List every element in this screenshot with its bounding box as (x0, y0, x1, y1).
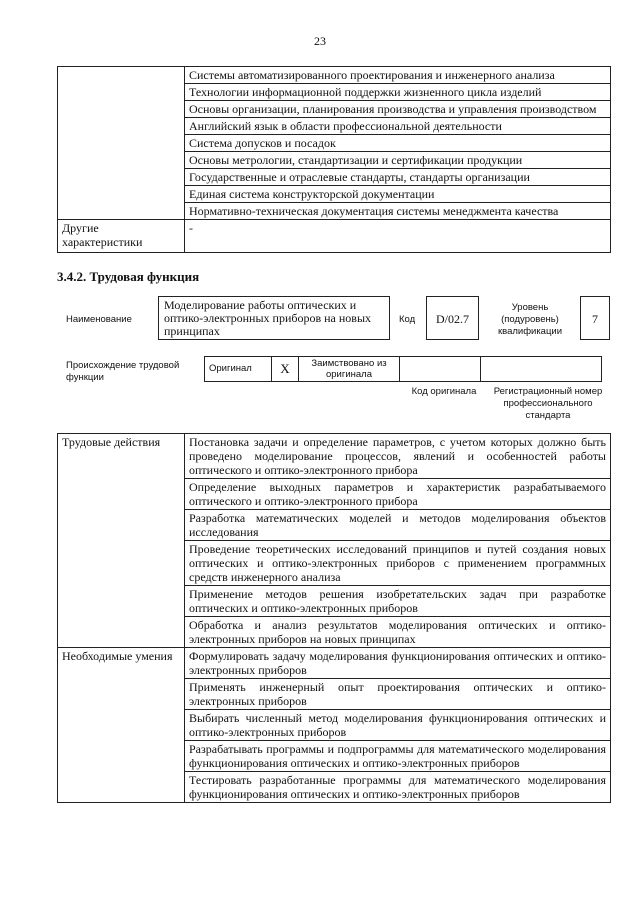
knowledge-label-cell (58, 67, 185, 220)
other-characteristics-value: - (185, 220, 611, 253)
origin-table (204, 356, 602, 382)
knowledge-item: Государственные и отраслевые стандарты, стандарты организации (185, 169, 611, 186)
code-origin-label: Код оригинала (411, 386, 477, 397)
required-skills-label: Необходимые умения (58, 648, 185, 803)
required-skill: Разрабатывать программы и подпрограммы для математического моделирования функционирования оптических и оптико-электронных приборов (185, 741, 611, 772)
other-characteristics-label: Другие характеристики (58, 220, 185, 253)
knowledge-item: Системы автоматизированного проектирования и инженерного анализа (185, 67, 611, 84)
origin-code-cell (400, 357, 481, 382)
labor-action: Определение выходных параметров и характеристик разрабатываемого оптического и оптико-электронного прибора (185, 479, 611, 510)
required-skill: Выбирать численный метод моделирования функционирования оптических и оптико-электронных приборов (185, 710, 611, 741)
labor-action: Проведение теоретических исследований принципов и путей создания новых оптических и оптико-электронных приборов с применением программных средств инженерного анализа (185, 541, 611, 586)
page-number: 23 (314, 34, 326, 48)
knowledge-item: Английский язык в области профессиональной деятельности (185, 118, 611, 135)
labor-actions-label: Трудовые действия (58, 434, 185, 648)
origin-label: Происхождение трудовой функции (66, 360, 180, 383)
code-label: Код (399, 314, 416, 325)
required-skill: Формулировать задачу моделирования функционирования оптических и оптико-электронных приборов (185, 648, 611, 679)
qualification-level-label: Уровень (подуровень) квалификации (497, 302, 563, 337)
function-name: Моделирование работы оптических и оптико-электронных приборов на новых принципах (158, 296, 390, 340)
labor-action: Обработка и анализ результатов моделирования оптических и оптико-электронных приборов на новых принципах (185, 617, 611, 648)
function-code: D/02.7 (426, 296, 479, 340)
borrowed-label: Заимствовано из оригинала (299, 357, 400, 382)
knowledge-table (57, 66, 611, 253)
labor-action: Применение методов решения изобретательских задач при разработке оптических и оптико-электронных приборов (185, 586, 611, 617)
original-label: Оригинал (205, 357, 272, 382)
function-table (57, 433, 611, 803)
name-label: Наименование (66, 314, 132, 325)
qualification-level: 7 (580, 296, 610, 340)
knowledge-item: Технологии информационной поддержки жизненного цикла изделий (185, 84, 611, 101)
original-mark: X (272, 357, 299, 382)
section-title: 3.4.2. Трудовая функция (57, 269, 200, 284)
required-skill: Применять инженерный опыт проектирования оптических и оптико-электронных приборов (185, 679, 611, 710)
knowledge-item: Единая система конструкторской документации (185, 186, 611, 203)
knowledge-item: Основы организации, планирования производства и управления производством (185, 101, 611, 118)
labor-action: Разработка математических моделей и методов моделирования объектов исследования (185, 510, 611, 541)
required-skill: Тестировать разработанные программы для математического моделирования функционирования оптических и оптико-электронных приборов (185, 772, 611, 803)
knowledge-item: Основы метрологии, стандартизации и сертификации продукции (185, 152, 611, 169)
registration-number-label: Регистрационный номер профессионального стандарта (493, 386, 603, 421)
knowledge-item: Нормативно-техническая документация системы менеджмента качества (185, 203, 611, 220)
labor-action: Постановка задачи и определение параметров, с учетом которых должно быть проведено моделирование процессов, явлений и особенностей работы оптического и оптико-электронного прибора (185, 434, 611, 479)
registration-number-cell (481, 357, 602, 382)
knowledge-item: Система допусков и посадок (185, 135, 611, 152)
